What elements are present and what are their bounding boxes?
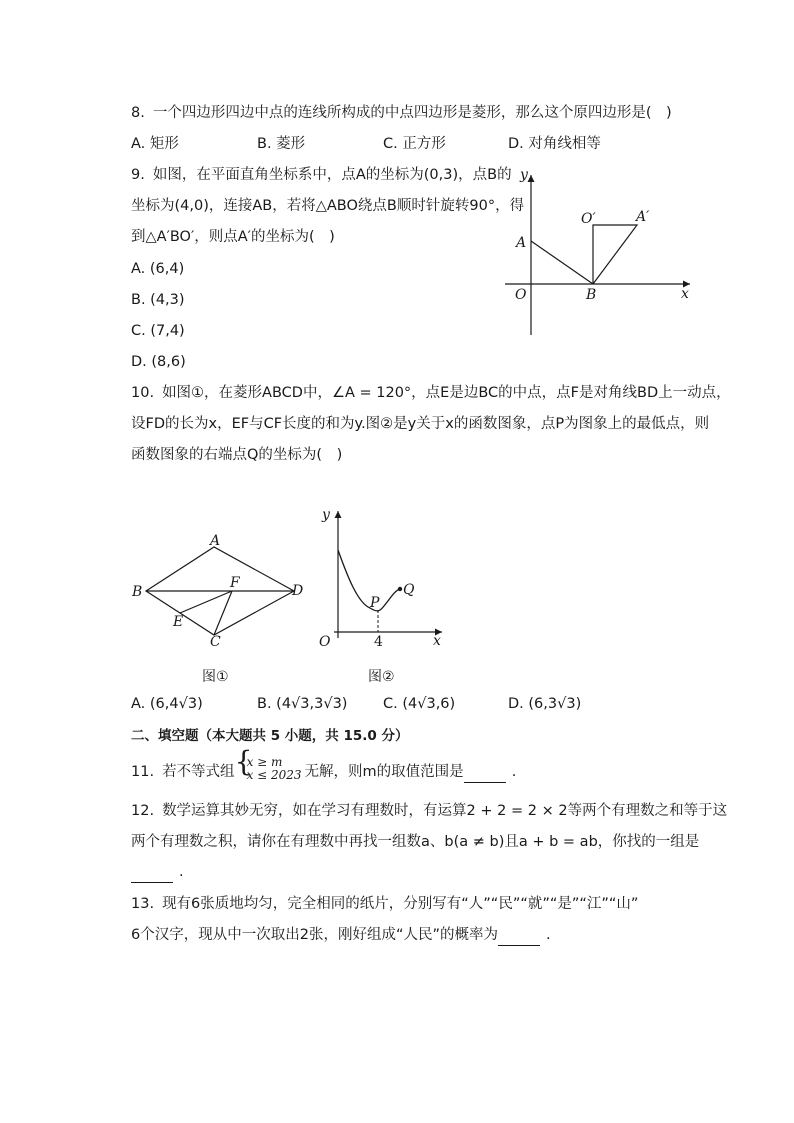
- q9-option-a: A. (6,4): [131, 261, 185, 277]
- q10-option-a: A. (6,4√3): [131, 696, 203, 712]
- label-x: x: [433, 633, 441, 649]
- q10-number: 10.: [131, 385, 155, 401]
- q11-row2: x ≤ 2023: [246, 768, 302, 782]
- q12-answer-blank: [131, 862, 173, 883]
- q10-option-c: C. (4√3,6): [383, 696, 456, 712]
- label-e: E: [173, 614, 184, 630]
- q12-end: .: [179, 864, 184, 880]
- section-fill-in-heading: 二、填空题（本大题共 5 小题，共 15.0 分）: [131, 728, 409, 744]
- q11-answer-blank: [464, 762, 506, 783]
- q13-end: .: [545, 927, 551, 943]
- q12-line1: [131, 801, 727, 821]
- q8-option-d: D. 对角线相等: [508, 136, 601, 152]
- segment-ab: [531, 241, 593, 284]
- q11-inequality-system: [234, 745, 305, 782]
- q8-text: 一个四边形四边中点的连线所构成的中点四边形是菱形，那么这个原四边形是( ): [152, 105, 672, 121]
- q9-option-d: D. (8,6): [131, 354, 186, 370]
- label-y: y: [520, 167, 528, 183]
- label-f: F: [230, 575, 240, 591]
- q10-line3: 函数图象的右端点Q的坐标为( ): [131, 447, 343, 463]
- label-x: x: [681, 286, 689, 302]
- rotated-triangle: [593, 225, 637, 284]
- label-o-prime: O′: [581, 211, 596, 227]
- q11-stem: [131, 745, 517, 783]
- q11-brace: {: [234, 745, 253, 778]
- q10-function-graph: [318, 503, 458, 653]
- q8-stem: [131, 103, 672, 123]
- label-c: C: [210, 634, 221, 650]
- q8-option-c: C. 正方形: [383, 136, 446, 152]
- q13-number: 13.: [131, 896, 155, 912]
- q10-text-line1: 如图①，在菱形ABCD中，∠A = 120°，点E是边BC的中点，点F是对角线BD上一动点，: [162, 385, 731, 401]
- q8-option-a: A. 矩形: [131, 136, 179, 152]
- q8-number: 8.: [131, 105, 145, 121]
- q13-text-line1: 现有6张质地均匀，完全相同的纸片，分别写有“人”“民”“就”“是”“江”“山”: [162, 896, 639, 912]
- function-curve: [338, 550, 400, 611]
- q9-number: 9.: [131, 167, 145, 183]
- q13-line2: [131, 925, 551, 946]
- label-o: O: [319, 634, 331, 650]
- tick-label-4: 4: [374, 634, 383, 650]
- q11-post: 无解，则m的取值范围是: [304, 764, 464, 780]
- q9-option-c: C. (7,4): [131, 323, 185, 339]
- q10-option-b: B. (4√3,3√3): [257, 696, 348, 712]
- q9-coordinate-figure: [505, 165, 705, 340]
- q9-line2: 坐标为(4,0)，连接AB，若将△ABO绕点B顺时针旋转90°，得: [131, 198, 525, 214]
- q13-answer-blank: [498, 925, 540, 946]
- label-p: P: [370, 595, 380, 611]
- fig2-caption: 图②: [368, 669, 395, 685]
- label-q: Q: [403, 582, 415, 598]
- q11-end: .: [511, 764, 517, 780]
- q11-number: 11.: [131, 764, 155, 780]
- q10-rhombus-figure: [128, 530, 313, 650]
- q11-row1: x ≥ m: [246, 755, 283, 769]
- q8-option-b: B. 菱形: [257, 136, 306, 152]
- label-a: A: [516, 235, 527, 251]
- q9-text-line1: 如图，在平面直角坐标系中，点A的坐标为(0,3)，点B的: [152, 167, 512, 183]
- q10-line2: 设FD的长为x，EF与CF长度的和为y.图②是y关于x的函数图象，点P为图象上的最低点，则: [131, 416, 710, 432]
- q12-line2: 两个有理数之积，请你在有理数中再找一组数a、b(a ≠ b)且a + b = ab，你找的一组是: [131, 834, 700, 850]
- q10-line1: [131, 383, 731, 403]
- label-y: y: [322, 507, 330, 523]
- q12-text-line1: 数学运算其妙无穷，如在学习有理数时，有运算2 + 2 = 2 × 2等两个有理数之和等于这: [162, 803, 728, 819]
- q13-line1: [131, 894, 638, 914]
- q12-number: 12.: [131, 803, 155, 819]
- q9-line3: 到△A′BO′，则点A′的坐标为( ): [131, 229, 335, 245]
- fig1-caption: 图①: [202, 669, 229, 685]
- label-b: B: [132, 584, 143, 600]
- q10-option-d: D. (6,3√3): [508, 696, 582, 712]
- q13-text-line2: 6个汉字，现从中一次取出2张，刚好组成“人民”的概率为: [131, 927, 498, 943]
- q12-line3: [131, 862, 184, 883]
- q9-line1: [131, 165, 512, 185]
- label-d: D: [292, 583, 304, 599]
- label-a: A: [210, 533, 221, 549]
- label-b: B: [586, 287, 597, 303]
- q11-pre: 若不等式组: [162, 764, 235, 780]
- label-o: O: [515, 287, 527, 303]
- endpoint-q-dot: [398, 587, 402, 591]
- label-a-prime: A′: [636, 209, 650, 225]
- q9-option-b: B. (4,3): [131, 292, 185, 308]
